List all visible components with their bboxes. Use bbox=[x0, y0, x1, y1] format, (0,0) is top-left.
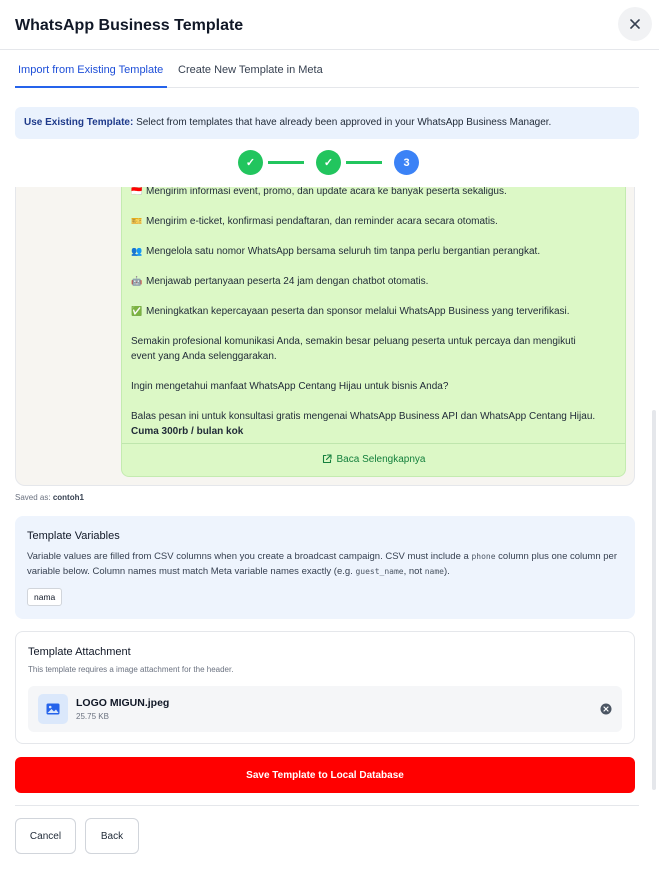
attachment-file-name: LOGO MIGUN.jpeg bbox=[76, 697, 170, 709]
step-2-complete: ✓ bbox=[316, 150, 341, 175]
close-icon bbox=[629, 18, 641, 30]
variables-title: Template Variables bbox=[27, 530, 120, 542]
preview-paragraph: Balas pesan ini untuk konsultasi gratis mengenai WhatsApp Business API dan WhatsApp Centang Hijau. bbox=[131, 411, 596, 422]
read-more-button[interactable] bbox=[122, 443, 625, 474]
variable-chip: nama bbox=[27, 588, 62, 606]
back-button[interactable]: Back bbox=[85, 818, 139, 854]
tab-import-existing[interactable]: Import from Existing Template bbox=[18, 64, 164, 76]
step-connector bbox=[268, 161, 304, 164]
attachment-description: This template requires a image attachment for the header. bbox=[28, 665, 234, 674]
scrollbar[interactable] bbox=[652, 410, 656, 790]
tab-bar bbox=[15, 51, 639, 88]
people-icon: 👥 bbox=[131, 246, 143, 256]
save-template-button[interactable]: Save Template to Local Database bbox=[15, 757, 635, 793]
tab-create-new[interactable]: Create New Template in Meta bbox=[178, 64, 323, 76]
preview-price: Cuma 300rb / bulan kok bbox=[131, 426, 244, 437]
message-preview[interactable] bbox=[15, 187, 635, 486]
flag-icon: 🇮🇩 bbox=[131, 187, 143, 196]
preview-line: 🇮🇩 Mengirim informasi event, promo, dan update acara ke banyak peserta sekaligus. bbox=[131, 187, 507, 197]
read-more-label: Baca Selengkapnya bbox=[336, 453, 426, 465]
attachment-file-size: 25.75 KB bbox=[76, 712, 109, 721]
message-bubble bbox=[121, 187, 626, 477]
modal-title: WhatsApp Business Template bbox=[15, 17, 244, 34]
preview-paragraph: Ingin mengetahui manfaat WhatsApp Centang Hijau untuk bisnis Anda? bbox=[131, 381, 449, 392]
stepper bbox=[238, 150, 438, 175]
check-mark-icon: ✅ bbox=[131, 306, 143, 316]
preview-line: ✅ Meningkatkan kepercayaan peserta dan sponsor melalui WhatsApp Business yang terverifikasi. bbox=[131, 306, 570, 317]
step-1-complete: ✓ bbox=[238, 150, 263, 175]
attachment-file-row bbox=[28, 686, 622, 732]
preview-line: 🤖 Menjawab pertanyaan peserta 24 jam dengan chatbot otomatis. bbox=[131, 276, 429, 287]
modal-header bbox=[0, 0, 659, 50]
remove-attachment-icon[interactable] bbox=[600, 703, 612, 715]
code-phone: phone bbox=[471, 552, 496, 561]
saved-as-text: Saved as: contoh1 bbox=[15, 493, 84, 502]
saved-as-value: contoh1 bbox=[52, 493, 84, 502]
step-connector bbox=[346, 161, 382, 164]
template-variables-panel bbox=[15, 516, 635, 619]
preview-paragraph: Semakin profesional komunikasi Anda, semakin besar peluang peserta untuk percaya dan mengikuti bbox=[131, 336, 576, 347]
cancel-button[interactable]: Cancel bbox=[15, 818, 76, 854]
preview-paragraph: event yang Anda selenggarakan. bbox=[131, 351, 277, 362]
attachment-title: Template Attachment bbox=[28, 646, 131, 658]
ticket-icon: 🎫 bbox=[131, 216, 143, 226]
variables-description: Variable values are filled from CSV columns when you create a broadcast campaign. CSV must include a phone column plus one column per variable below. Column names must match Meta variable names exactly (e.g. guest_name, not name). bbox=[27, 551, 617, 577]
active-tab-indicator bbox=[15, 86, 167, 88]
footer-divider bbox=[15, 805, 639, 806]
code-bad-example: name bbox=[424, 567, 444, 576]
preview-line: 🎫 Mengirim e-ticket, konfirmasi pendaftaran, dan reminder acara secara otomatis. bbox=[131, 216, 498, 227]
robot-icon: 🤖 bbox=[131, 276, 143, 286]
info-label: Use Existing Template: bbox=[24, 117, 134, 128]
step-3-current: 3 bbox=[394, 150, 419, 175]
code-example: guest_name bbox=[355, 567, 404, 576]
info-text: Select from templates that have already been approved in your WhatsApp Business Manager. bbox=[136, 117, 552, 128]
external-link-icon bbox=[322, 454, 332, 464]
image-file-icon bbox=[38, 694, 68, 724]
template-attachment-panel bbox=[15, 631, 635, 744]
info-banner bbox=[15, 107, 639, 139]
close-button[interactable] bbox=[618, 7, 652, 41]
preview-line: 👥 Mengelola satu nomor WhatsApp bersama seluruh tim tanpa perlu bergantian perangkat. bbox=[131, 246, 541, 257]
